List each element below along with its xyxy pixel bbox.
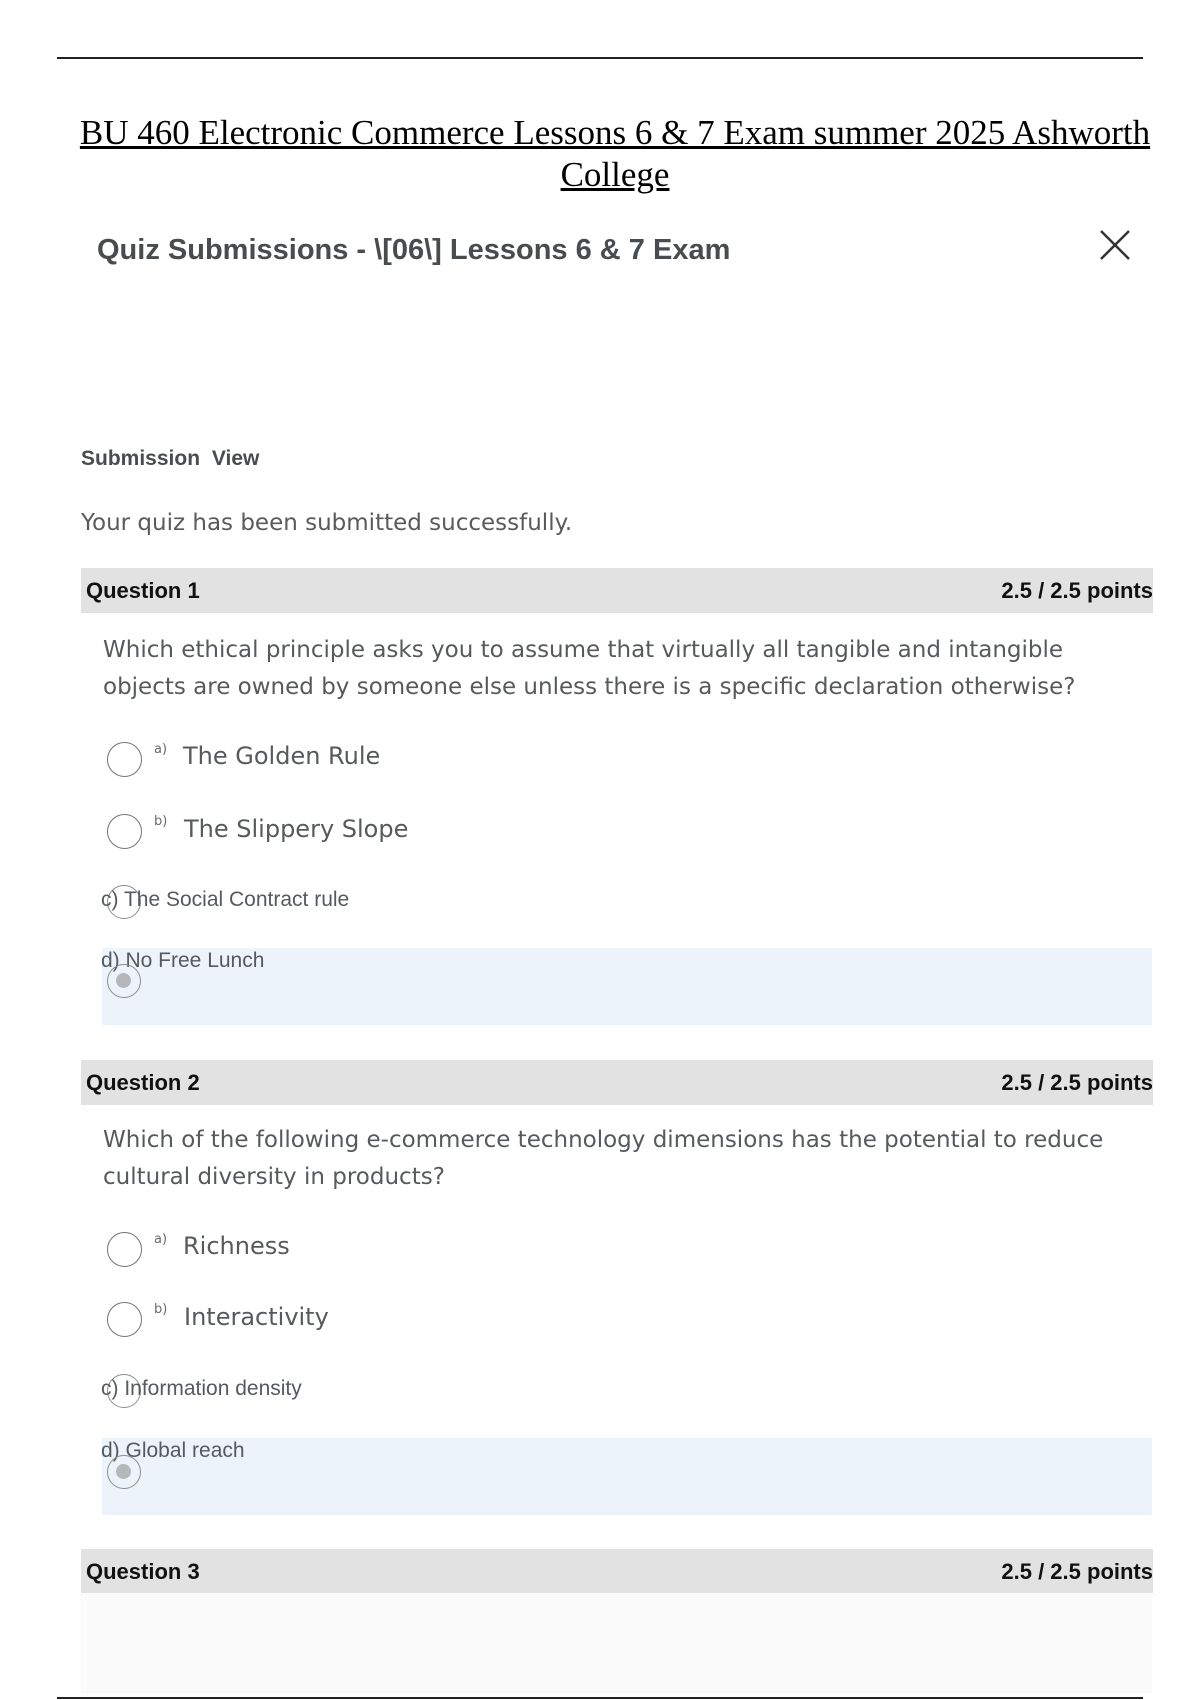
q2-selected-answer-highlight — [102, 1438, 1152, 1515]
question-2-prompt: Which of the following e-commerce technology dimensions has the potential to reduce cultural diversity in products? — [103, 1127, 1104, 1190]
submission-success-message: Your quiz has been submitted successfully. — [81, 510, 573, 536]
question-label: Question 3 — [86, 1559, 200, 1584]
q1-option-b-letter: b) — [154, 814, 168, 829]
q1-option-b-label[interactable]: The Slippery Slope — [184, 815, 409, 843]
q1-option-b-radio[interactable] — [107, 814, 142, 849]
q1-option-a-label[interactable]: The Golden Rule — [183, 742, 381, 770]
bottom-divider — [57, 1697, 1143, 1699]
q2-option-b-letter: b) — [154, 1302, 168, 1317]
submission-view-heading: Submission View — [81, 447, 260, 470]
question-1-header — [81, 568, 1153, 613]
q2-option-a-letter: a) — [154, 1232, 168, 1247]
q2-option-a-label[interactable]: Richness — [183, 1232, 290, 1260]
top-divider — [57, 57, 1143, 59]
document-title: BU 460 Electronic Commerce Lessons 6 & 7 Exam summer 2025 Ashworth College — [79, 113, 1151, 194]
quiz-title: Quiz Submissions - \[06\] Lessons 6 & 7 Exam — [97, 234, 731, 266]
question-3-body — [81, 1593, 1153, 1693]
q1-option-d-label[interactable]: d) No Free Lunch — [101, 949, 265, 972]
close-icon[interactable] — [1098, 228, 1132, 262]
question-points: 2.5 / 2.5 points — [1001, 1070, 1153, 1095]
q1-option-a-radio[interactable] — [107, 742, 142, 777]
q2-option-c-label[interactable]: c) Information density — [101, 1377, 302, 1400]
q1-option-a-letter: a) — [154, 742, 168, 757]
question-points: 2.5 / 2.5 points — [1001, 1559, 1153, 1584]
question-3-header — [81, 1549, 1153, 1594]
q2-option-a-radio[interactable] — [107, 1232, 142, 1267]
q2-option-b-label[interactable]: Interactivity — [184, 1303, 329, 1331]
question-label: Question 1 — [86, 578, 200, 603]
question-2-header — [81, 1060, 1153, 1105]
q2-option-d-label[interactable]: d) Global reach — [101, 1439, 245, 1462]
question-points: 2.5 / 2.5 points — [1001, 578, 1153, 603]
question-label: Question 2 — [86, 1070, 200, 1095]
q2-option-d-radio-selected[interactable] — [107, 1455, 141, 1489]
q1-option-c-label[interactable]: c) The Social Contract rule — [101, 888, 350, 911]
question-1-prompt: Which ethical principle asks you to assume that virtually all tangible and intangible objects are owned by someone else unless there is a specific declaration otherwise? — [103, 637, 1076, 700]
q1-option-d-radio-selected[interactable] — [107, 964, 141, 998]
q2-option-b-radio[interactable] — [107, 1302, 142, 1337]
